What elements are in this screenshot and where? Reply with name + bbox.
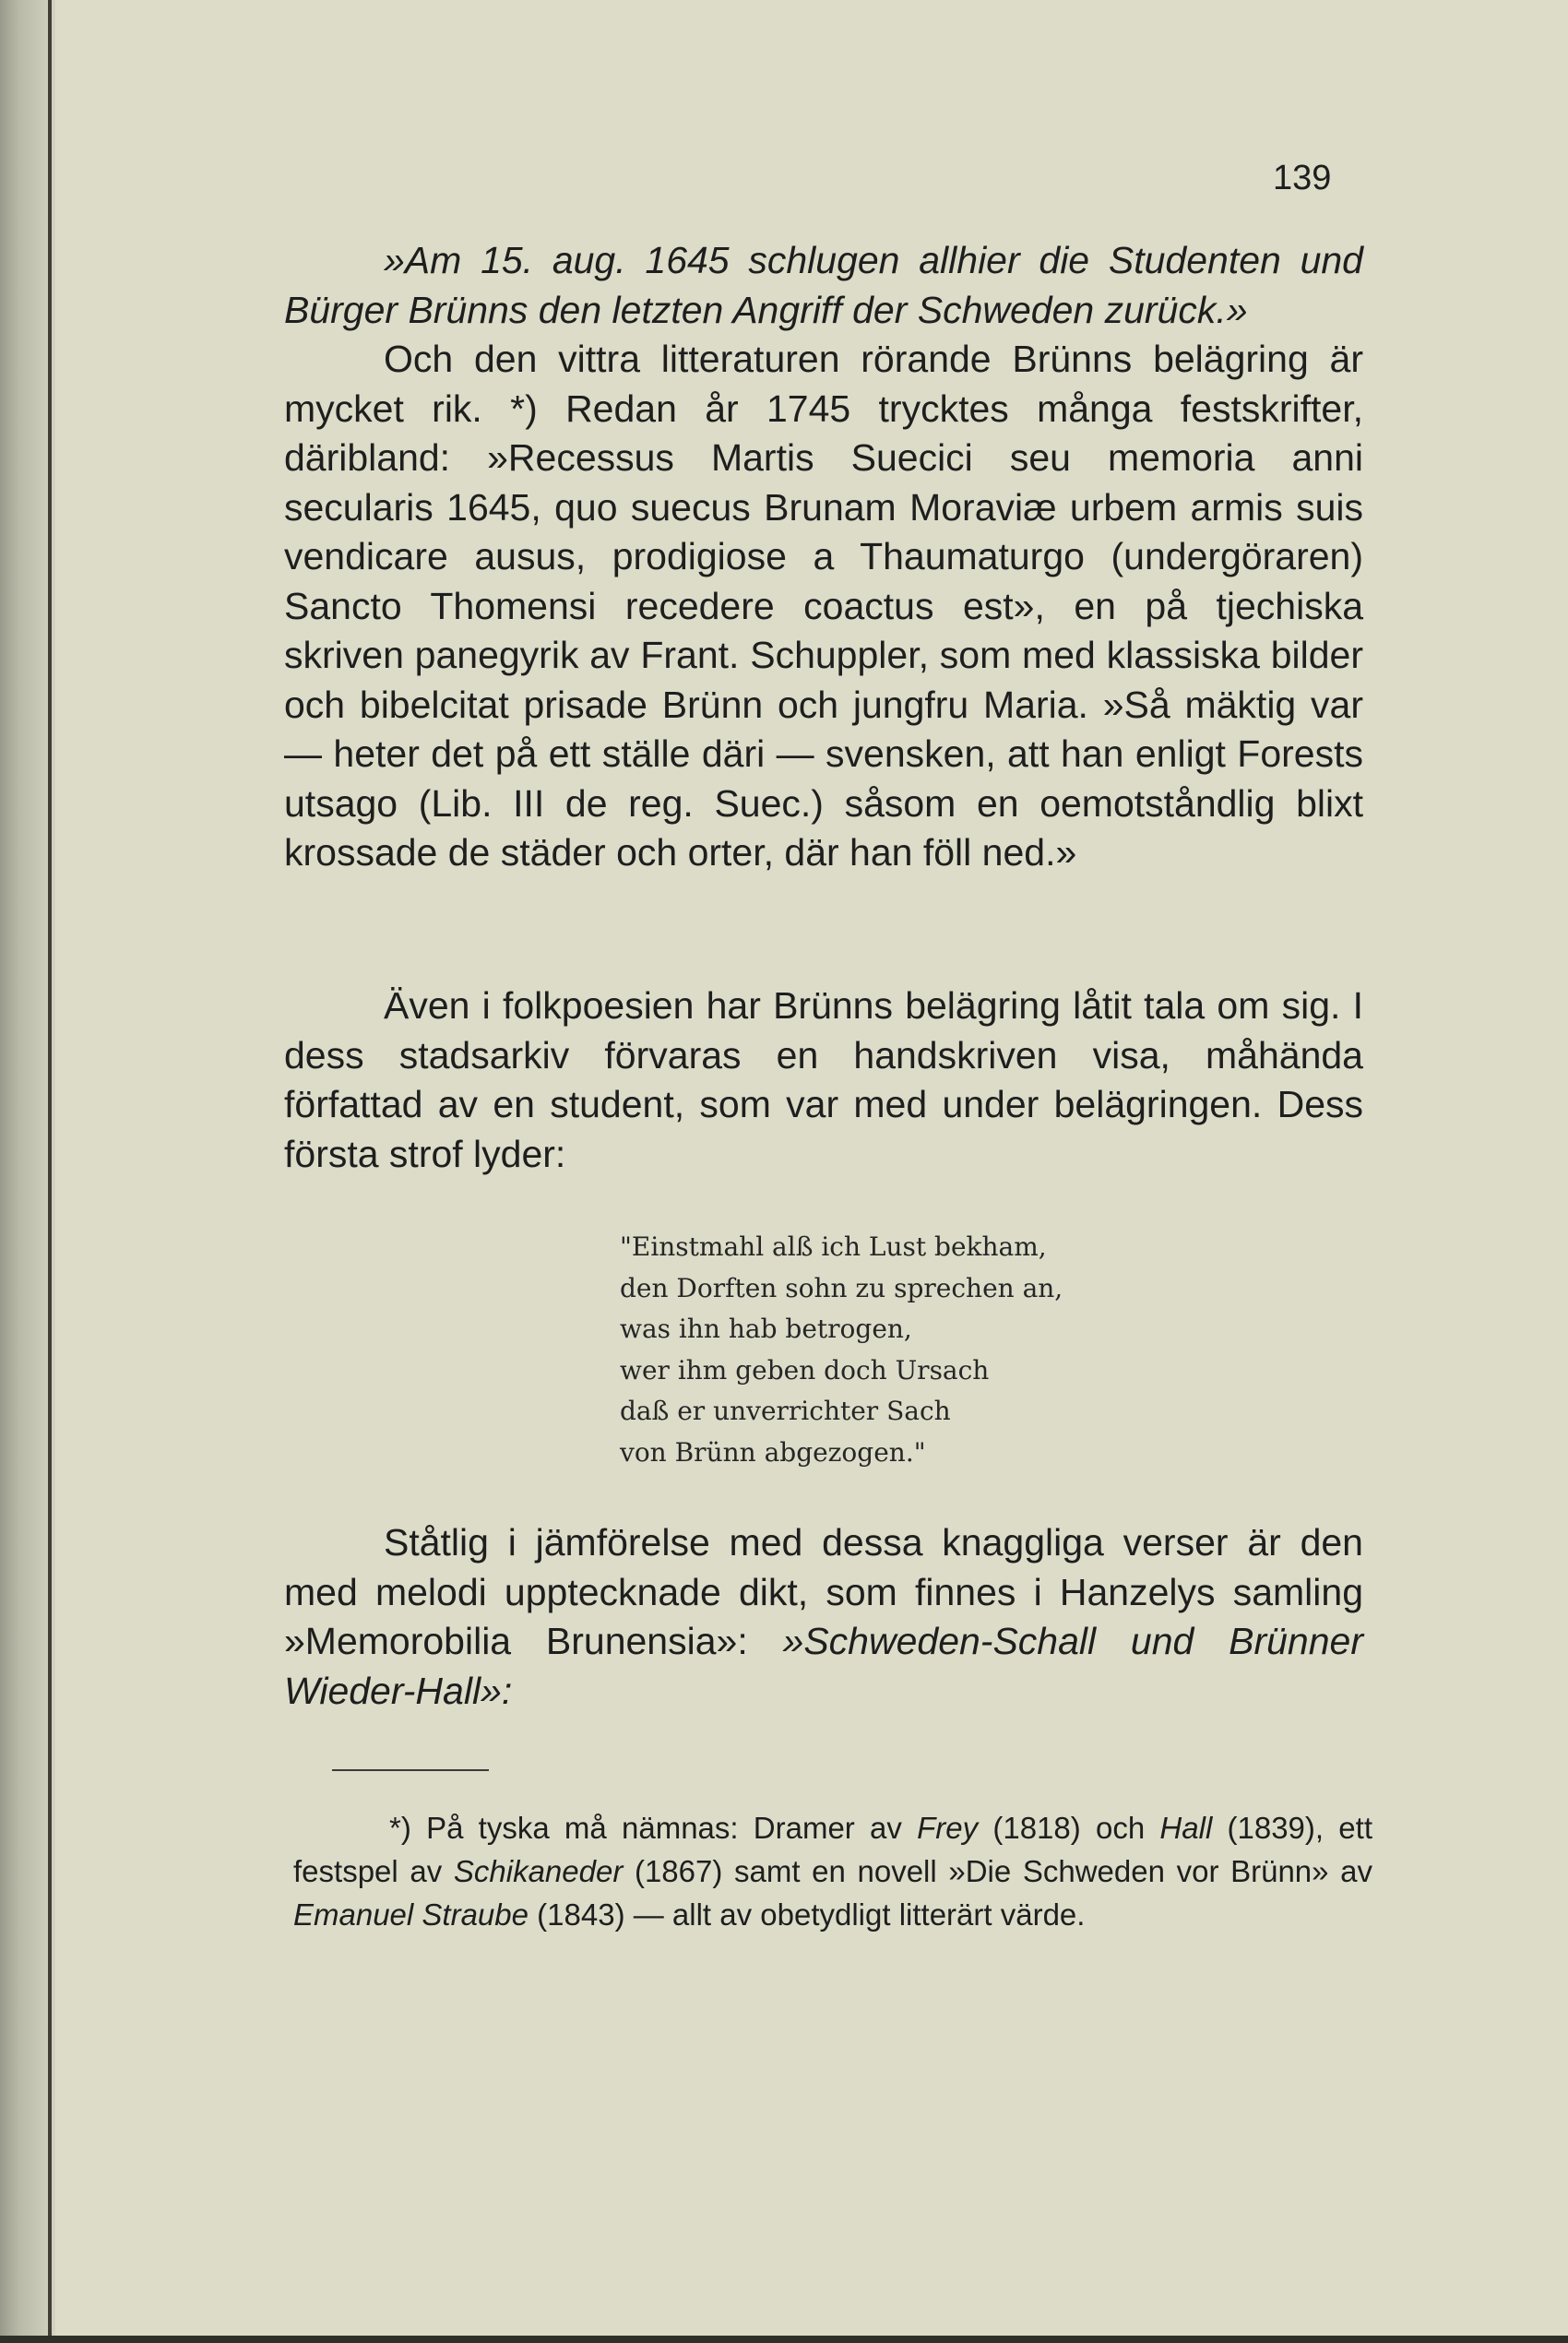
- author-hall: Hall: [1159, 1811, 1213, 1845]
- footnote-paragraph: [293, 1806, 1372, 1936]
- page-number: 139: [1273, 159, 1332, 197]
- folk-poetry-text: [284, 981, 1363, 1179]
- closing-text: [284, 1518, 1363, 1716]
- footnote-text: På tyska må nämnas: Dramer av: [410, 1811, 918, 1845]
- german-quote: »Am 15. aug. 1645 schlugen allhier die Studenten und Bürger Brünns den letzten Angriff der Schweden zurück.»: [284, 239, 1363, 331]
- author-schikaneder: Schikaneder: [453, 1854, 624, 1888]
- footnote-text: (1818) och: [978, 1811, 1160, 1845]
- poem-line: "Einstmahl alß ich Lust bekham,: [620, 1231, 1047, 1262]
- poem-line: wer ihm geben doch Ursach: [620, 1354, 990, 1386]
- gutter-line: [48, 0, 52, 2343]
- footnote: [293, 1806, 1372, 1936]
- poem-stanza: [620, 1227, 1136, 1473]
- author-frey: Frey: [917, 1811, 979, 1845]
- paragraph-literature: Och den vittra litteraturen rörande Brünns belägring är mycket rik. *) Redan år 1745 trycktes många festskrifter, däribland: »Recessus Martis Suecici seu memoria anni secularis 1645, quo suecus Brunam Moraviæ urbem armis suis vendicare ausus, prodigiose a Thaumaturgo (undergöraren) Sancto Thomensi recedere coactus est», en på tjechiska skriven panegyrik av Frant. Schuppler, som med klassiska bilder och bibelcitat prisade Brünn och jungfru Maria. »Så mäktig var — heter det på ett ställe däri — svensken, att han enligt Forests utsago (Lib. III de reg. Suec.) såsom en oemotståndlig blixt krossade de städer och orter, där han föll ned.»: [284, 338, 1363, 874]
- footnote-marker: *): [389, 1811, 411, 1845]
- poem-line: den Dorften sohn zu sprechen an,: [620, 1272, 1063, 1303]
- poem-line: daß er unverrichter Sach: [620, 1396, 951, 1426]
- opening-text: [284, 236, 1363, 878]
- page-binding: [0, 0, 55, 2343]
- paragraph-folk-poetry: Även i folkpoesien har Brünns belägring låtit tala om sig. I dess stadsarkiv förvaras en handskriven visa, måhända författad av en student, som var med under belägringen. Dess första strof lyder:: [284, 984, 1363, 1175]
- paragraph-hanzely-lead: Ståtlig i jämförelse med dessa knaggliga verser är den med melodi upptecknade dikt, som finnes i Hanzelys samling »Memorobilia Brunensia»:: [284, 1521, 1363, 1662]
- footnote-text: (1839), ett festspel av: [293, 1811, 1372, 1888]
- author-straube: Emanuel Straube: [293, 1897, 529, 1932]
- page-bottom-edge: [0, 2336, 1568, 2343]
- footnote-text: (1867) samt en novell »Die Schweden vor Brünn» av: [623, 1854, 1373, 1888]
- poem-line: von Brünn abgezogen.": [620, 1436, 926, 1468]
- footnote-rule: [332, 1769, 489, 1771]
- paragraph-hanzely: [284, 1518, 1363, 1716]
- poem-line: was ihn hab betrogen,: [620, 1314, 912, 1344]
- footnote-text: (1843) — allt av obetydligt litterärt värde.: [529, 1897, 1086, 1932]
- song-title: »Schweden-Schall und Brünner Wieder-Hall»:: [284, 1620, 1363, 1712]
